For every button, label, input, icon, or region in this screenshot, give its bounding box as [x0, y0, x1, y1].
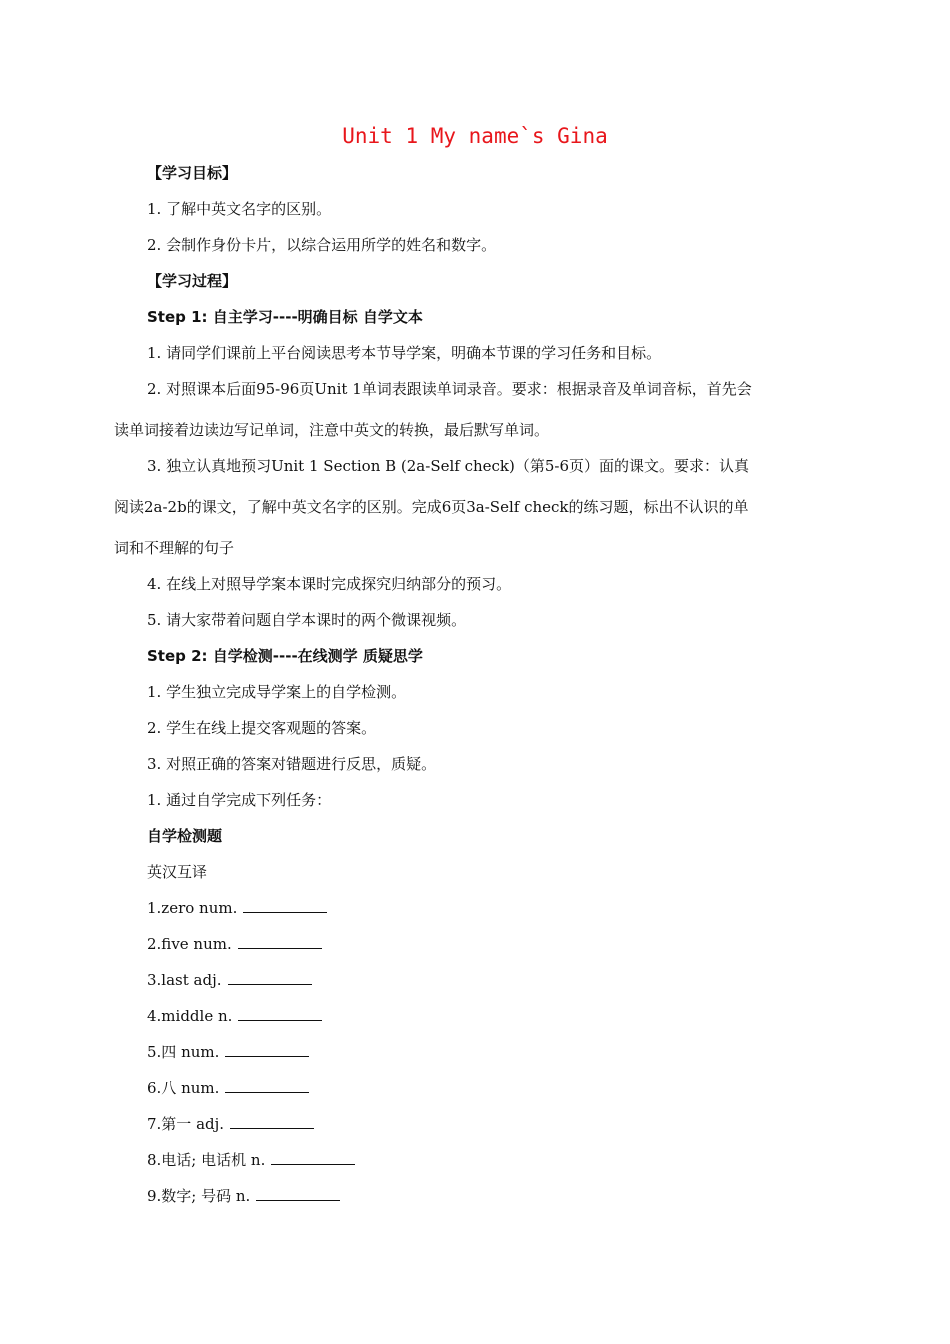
step1-item: 4. 在线上对照导学案本课时完成探究归纳部分的预习。 — [147, 575, 512, 593]
step1-item: 2. 对照课本后面95-96页Unit 1单词表跟读单词录音。要求：根据录音及单词音标，首先会 — [147, 380, 752, 398]
vocab-item — [147, 898, 327, 918]
step1-item: 5. 请大家带着问题自学本课时的两个微课视频。 — [147, 611, 467, 629]
vocab-text: 6.八 num. — [147, 1079, 220, 1097]
document-title: Unit 1 My name`s Gina — [342, 124, 608, 148]
objective-item: 2. 会制作身份卡片，以综合运用所学的姓名和数字。 — [147, 236, 497, 254]
translate-heading: 英汉互译 — [147, 863, 208, 881]
answer-blank[interactable] — [225, 1078, 309, 1093]
step2-heading: Step 2: 自学检测----在线测学 质疑思学 — [147, 647, 423, 665]
step2-item: 3. 对照正确的答案对错题进行反思，质疑。 — [147, 755, 437, 773]
process-heading: 【学习过程】 — [147, 272, 238, 290]
vocab-text: 9.数字; 号码 n. — [147, 1187, 251, 1205]
self-test-heading: 自学检测题 — [147, 827, 223, 845]
answer-blank[interactable] — [271, 1150, 355, 1165]
vocab-item — [147, 1006, 322, 1026]
step2-item: 1. 学生独立完成导学案上的自学检测。 — [147, 683, 407, 701]
vocab-text: 7.第一 adj. — [147, 1115, 225, 1133]
vocab-item — [147, 1078, 309, 1098]
answer-blank[interactable] — [238, 934, 322, 949]
vocab-text: 1.zero num. — [147, 899, 238, 917]
answer-blank[interactable] — [238, 1006, 322, 1021]
vocab-text: 2.five num. — [147, 935, 232, 953]
step2-item: 2. 学生在线上提交客观题的答案。 — [147, 719, 377, 737]
answer-blank[interactable] — [228, 970, 312, 985]
objectives-heading: 【学习目标】 — [147, 164, 238, 182]
vocab-item — [147, 934, 322, 954]
vocab-item — [147, 1186, 340, 1206]
vocab-text: 5.四 num. — [147, 1043, 220, 1061]
answer-blank[interactable] — [243, 898, 327, 913]
vocab-text: 8.电话; 电话机 n. — [147, 1151, 266, 1169]
objective-item: 1. 了解中英文名字的区别。 — [147, 200, 332, 218]
step1-heading: Step 1: 自主学习----明确目标 自学文本 — [147, 308, 423, 326]
vocab-item — [147, 1042, 309, 1062]
step1-item-continued: 词和不理解的句子 — [114, 539, 235, 557]
step1-item: 3. 独立认真地预习Unit 1 Section B (2a-Self check)（第5-6页）面的课文。要求：认真 — [147, 457, 750, 475]
vocab-item — [147, 970, 312, 990]
vocab-item — [147, 1114, 314, 1134]
step1-item: 1. 请同学们课前上平台阅读思考本节导学案，明确本节课的学习任务和目标。 — [147, 344, 662, 362]
vocab-text: 4.middle n. — [147, 1007, 233, 1025]
step1-item-continued: 读单词接着边读边写记单词，注意中英文的转换，最后默写单词。 — [114, 421, 550, 439]
vocab-text: 3.last adj. — [147, 971, 222, 989]
answer-blank[interactable] — [256, 1186, 340, 1201]
answer-blank[interactable] — [225, 1042, 309, 1057]
step2-item: 1. 通过自学完成下列任务： — [147, 791, 332, 809]
step1-item-continued: 阅读2a-2b的课文，了解中英文名字的区别。完成6页3a-Self check的练习题，标出不认识的单 — [114, 498, 749, 516]
answer-blank[interactable] — [230, 1114, 314, 1129]
vocab-item — [147, 1150, 355, 1170]
